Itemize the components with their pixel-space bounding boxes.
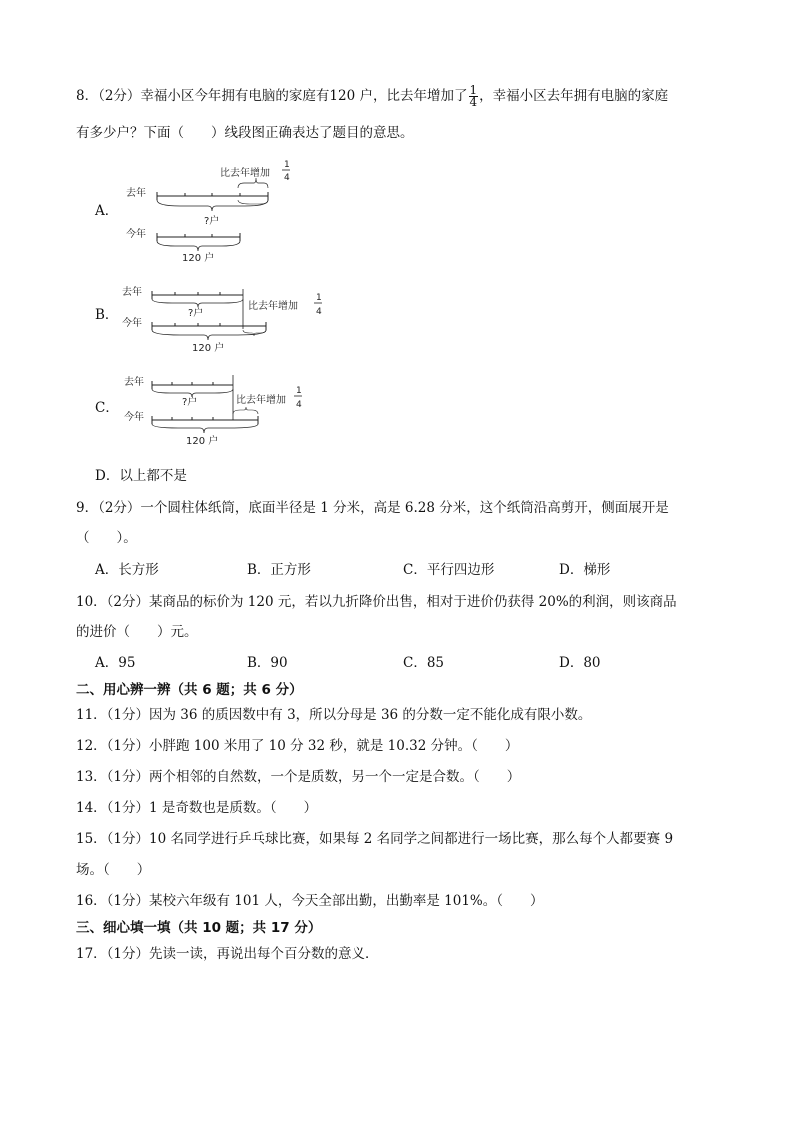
q8-stem-text-b: ，幸福小区去年拥有电脑的家庭 (479, 88, 669, 104)
q12: 12．（1分）小胖跑 100 米用了 10 分 32 秒，就是 10.32 分钟。（ ） (76, 738, 519, 754)
option-c-frac-n: 1 (296, 386, 302, 396)
q14: 14．（1分）1 是奇数也是质数。（ ） (76, 800, 318, 816)
q8-stem-line2: 有多少户？下面（ ）线段图正确表达了题目的意思。 (76, 125, 414, 141)
q8-option-c-letter[interactable]: C． (95, 400, 119, 416)
q17: 17．（1分）先读一读，再说出每个百分数的意义． (76, 946, 379, 962)
q8-fraction: $\frac{1}{4}$ (469, 83, 478, 109)
q10-option-d[interactable]: D．80 (559, 655, 601, 671)
q9-option-a[interactable]: A．长方形 (95, 562, 159, 578)
option-b-frac-n: 1 (316, 293, 322, 303)
q8-option-c-diagram (120, 370, 320, 455)
option-b-last-year-label: 去年 (122, 287, 142, 298)
option-c-unknown-label: ?户 (182, 397, 198, 408)
q9-stem-line1: 9．（2分）一个圆柱体纸筒，底面半径是 1 分米，高是 6.28 分米，这个纸筒沿高剪开，侧面展开是 (76, 500, 669, 516)
q10-stem-line1: 10．（2分）某商品的标价为 120 元，若以九折降价出售，相对于进价仍获得 20%的利润，则该商品 (76, 594, 677, 610)
q15-line2: 场。（ ） (76, 862, 151, 878)
option-c-this-year-label: 今年 (124, 412, 144, 423)
q8-option-a-diagram (120, 158, 300, 268)
q11: 11．（1分）因为 36 的质因数中有 3，所以分母是 36 的分数一定不能化成有限小数。 (76, 707, 592, 723)
section-3-title: 三、细心填一填（共 10 题；共 17 分） (76, 920, 322, 936)
q13: 13．（1分）两个相邻的自然数，一个是质数，另一个一定是合数。（ ） (76, 769, 521, 785)
option-a-last-year-label: 去年 (126, 188, 146, 199)
q9-option-b[interactable]: B．正方形 (247, 562, 311, 578)
option-a-frac-n: 1 (284, 160, 290, 170)
q9-option-c[interactable]: C．平行四边形 (403, 562, 495, 578)
option-c-last-year-label: 去年 (124, 377, 144, 388)
option-b-frac-d: 4 (316, 307, 322, 317)
q15-line1: 15．（1分）10 名同学进行乒乓球比赛，如果每 2 名同学之间都进行一场比赛，那么每个人都要赛 9 (76, 831, 674, 847)
option-a-total-label: 120 户 (182, 253, 215, 264)
q16: 16．（1分）某校六年级有 101 人，今天全部出勤，出勤率是 101%。（ ） (76, 893, 544, 909)
option-a-this-year-label: 今年 (126, 229, 146, 240)
q9-option-d[interactable]: D．梯形 (559, 562, 611, 578)
q10-option-c[interactable]: C．85 (403, 655, 445, 671)
option-b-unknown-label: ?户 (188, 308, 204, 319)
option-a-unknown-label: ?户 (204, 216, 220, 227)
option-c-total-label: 120 户 (186, 436, 219, 447)
option-b-this-year-label: 今年 (122, 318, 142, 329)
q8-option-a-letter[interactable]: A． (95, 203, 119, 219)
option-a-frac-d: 4 (284, 173, 290, 183)
option-c-note: 比去年增加 (236, 395, 286, 406)
q10-option-b[interactable]: B．90 (247, 655, 288, 671)
q10-option-a[interactable]: A．95 (95, 655, 136, 671)
option-c-frac-d: 4 (296, 400, 302, 410)
q8-option-d[interactable]: D．以上都不是 (95, 468, 187, 484)
option-b-note: 比去年增加 (248, 301, 298, 312)
option-b-total-label: 120 户 (192, 343, 225, 354)
option-a-note: 比去年增加 (220, 168, 270, 179)
q10-stem-line2: 的进价（ ）元。 (76, 624, 198, 640)
q8-option-b-letter[interactable]: B． (95, 307, 119, 323)
q8-stem-line1 (76, 85, 668, 108)
section-2-title: 二、用心辨一辨（共 6 题；共 6 分） (76, 682, 303, 698)
q9-stem-line2: （ ）。 (76, 530, 137, 546)
q8-stem-text-a: 8．（2分）幸福小区今年拥有电脑的家庭有120 户，比去年增加了 (76, 88, 468, 104)
q8-option-b-diagram (120, 283, 335, 358)
